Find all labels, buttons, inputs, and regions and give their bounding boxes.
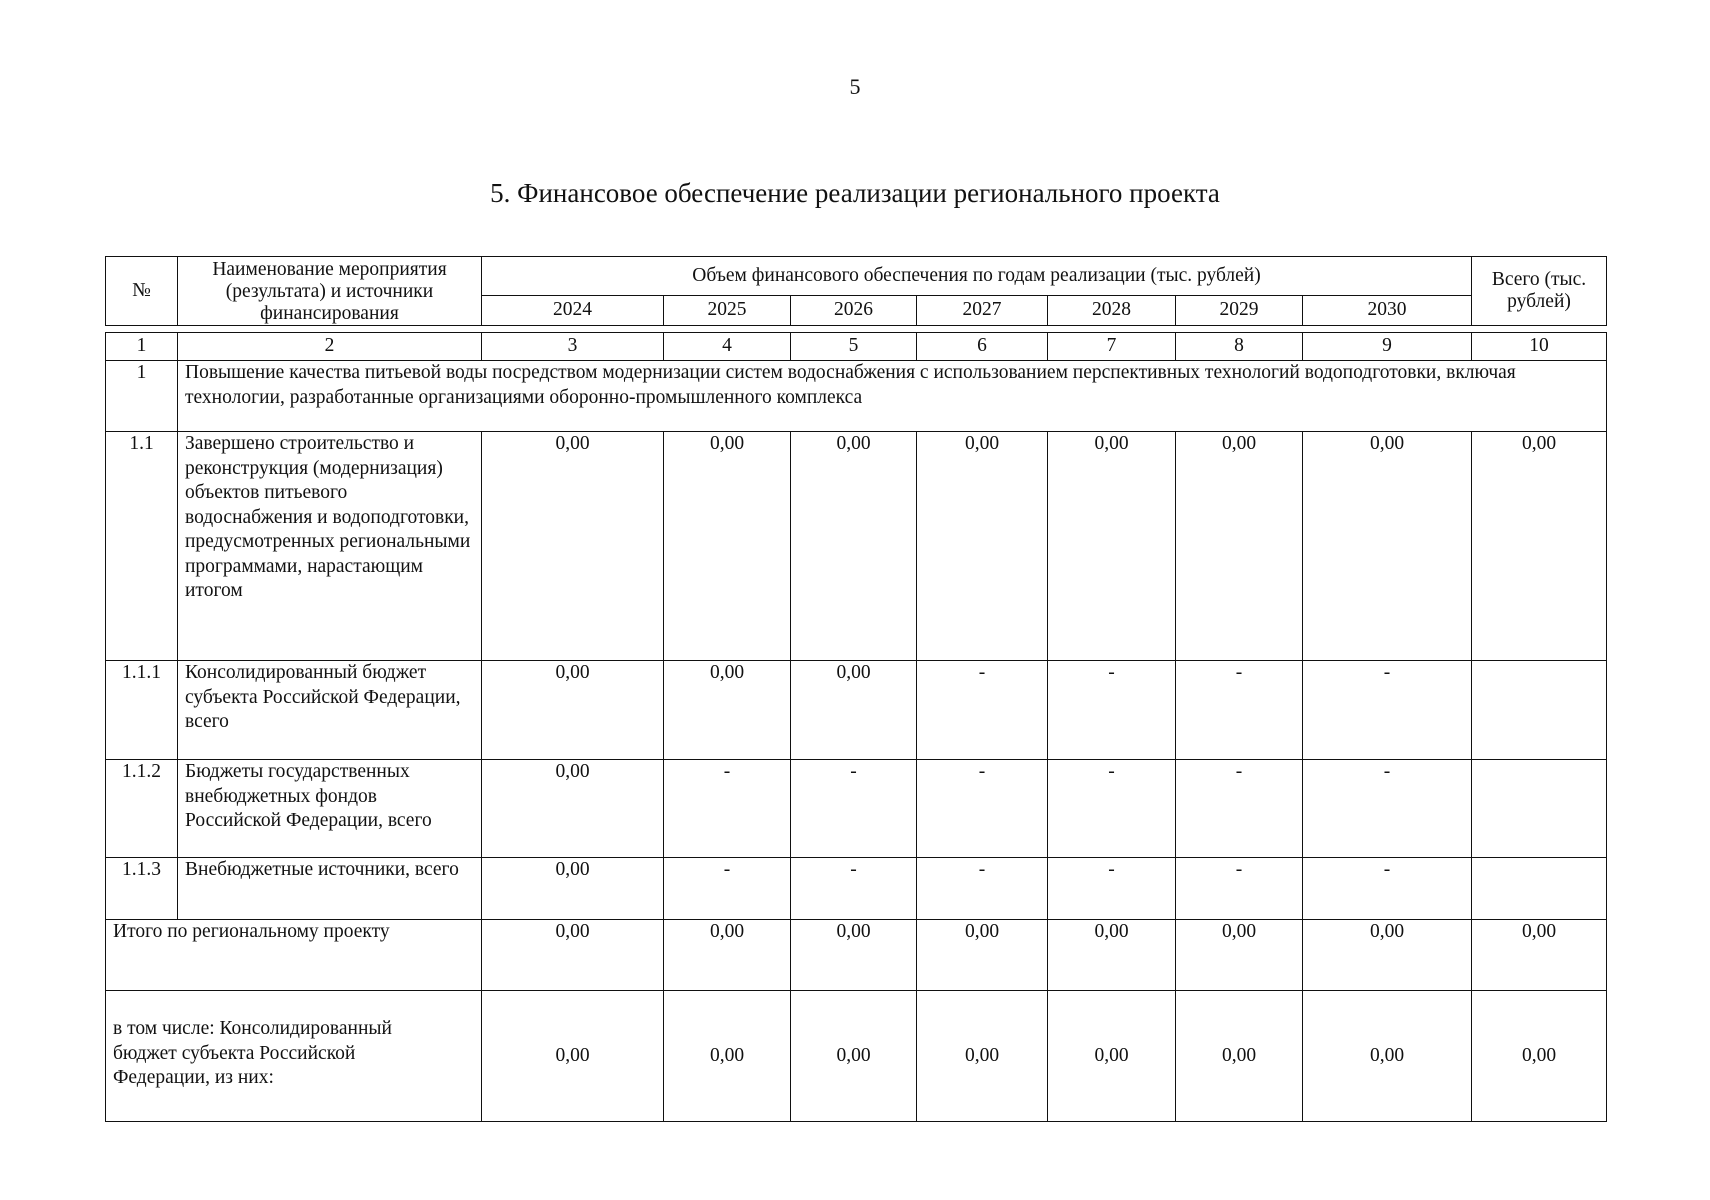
header-total: Всего (тыс. рублей) (1472, 257, 1607, 326)
header-number: № (106, 257, 178, 326)
col-number-7: 7 (1048, 333, 1176, 361)
col-number-1: 1 (106, 333, 178, 361)
total-all: 0,00 (1472, 920, 1607, 991)
page-title: 5. Финансовое обеспечение реализации регионального проекта (490, 178, 1220, 208)
row-number: 1.1.2 (106, 760, 178, 858)
header-name: Наименование мероприятия (результата) и источники финансирования (178, 257, 482, 326)
incl-2024: 0,00 (482, 991, 664, 1122)
finance-table-wrapper (105, 256, 1606, 1122)
value-2030: - (1303, 858, 1472, 920)
value-2025: - (664, 858, 791, 920)
total-2029: 0,00 (1176, 920, 1303, 991)
value-2028: - (1048, 858, 1176, 920)
header-row-1 (106, 257, 1607, 296)
value-total (1472, 661, 1607, 760)
total-row (106, 920, 1607, 991)
section-number: 1 (106, 361, 178, 432)
total-2025: 0,00 (664, 920, 791, 991)
value-2026: - (791, 858, 917, 920)
value-2026: - (791, 760, 917, 858)
total-2027: 0,00 (917, 920, 1048, 991)
value-2030: - (1303, 760, 1472, 858)
section-row (106, 361, 1607, 432)
header-year-2026: 2026 (791, 295, 917, 325)
value-total: 0,00 (1472, 432, 1607, 661)
value-2025: - (664, 760, 791, 858)
value-2027: 0,00 (917, 432, 1048, 661)
table-row (106, 858, 1607, 920)
incl-row (106, 991, 1607, 1122)
table-row (106, 661, 1607, 760)
incl-2027: 0,00 (917, 991, 1048, 1122)
value-2027: - (917, 760, 1048, 858)
total-2026: 0,00 (791, 920, 917, 991)
value-2029: - (1176, 858, 1303, 920)
incl-2028: 0,00 (1048, 991, 1176, 1122)
header-year-2029: 2029 (1176, 295, 1303, 325)
page-number: 5 (849, 74, 861, 99)
table-row (106, 432, 1607, 661)
col-number-9: 9 (1303, 333, 1472, 361)
row-name: Завершено строительство и реконструкция (модернизация) объектов питьевого водоснабжения и водоподготовки, предусмотренных региональными программами, нарастающим итогом (178, 432, 482, 661)
col-number-8: 8 (1176, 333, 1303, 361)
row-number: 1.1.3 (106, 858, 178, 920)
value-2028: 0,00 (1048, 432, 1176, 661)
total-2028: 0,00 (1048, 920, 1176, 991)
header-year-2024: 2024 (482, 295, 664, 325)
value-2025: 0,00 (664, 432, 791, 661)
value-2029: 0,00 (1176, 432, 1303, 661)
finance-table (105, 256, 1607, 1122)
value-2024: 0,00 (482, 858, 664, 920)
header-year-2025: 2025 (664, 295, 791, 325)
incl-2030: 0,00 (1303, 991, 1472, 1122)
table-row (106, 760, 1607, 858)
incl-total: 0,00 (1472, 991, 1607, 1122)
section-title: Повышение качества питьевой воды посредством модернизации систем водоснабжения с использованием перспективных технологий водоподготовки, включая технологии, разработанные организациями оборонно-промышленного комплекса (178, 361, 1607, 432)
value-2030: - (1303, 661, 1472, 760)
value-2028: - (1048, 661, 1176, 760)
total-row-name: Итого по региональному проекту (106, 920, 482, 991)
header-divider (106, 326, 1607, 333)
value-total (1472, 858, 1607, 920)
incl-2025: 0,00 (664, 991, 791, 1122)
value-2026: 0,00 (791, 661, 917, 760)
col-number-10: 10 (1472, 333, 1607, 361)
value-2029: - (1176, 760, 1303, 858)
col-number-5: 5 (791, 333, 917, 361)
col-number-6: 6 (917, 333, 1048, 361)
header-year-2028: 2028 (1048, 295, 1176, 325)
row-name: Бюджеты государственных внебюджетных фондов Российской Федерации, всего (178, 760, 482, 858)
total-2030: 0,00 (1303, 920, 1472, 991)
value-2024: 0,00 (482, 760, 664, 858)
header-year-2027: 2027 (917, 295, 1048, 325)
value-2025: 0,00 (664, 661, 791, 760)
header-volume: Объем финансового обеспечения по годам реализации (тыс. рублей) (482, 257, 1472, 296)
value-2027: - (917, 858, 1048, 920)
total-2024: 0,00 (482, 920, 664, 991)
incl-row-name (106, 991, 482, 1122)
row-name: Внебюджетные источники, всего (178, 858, 482, 920)
header-divider-cell (106, 326, 1607, 333)
incl-2026: 0,00 (791, 991, 917, 1122)
value-2024: 0,00 (482, 661, 664, 760)
value-2024: 0,00 (482, 432, 664, 661)
row-number: 1.1 (106, 432, 178, 661)
value-2029: - (1176, 661, 1303, 760)
incl-row-name-text: в том числе: Консолидированный бюджет субъекта Российской Федерации, из них: (113, 1018, 392, 1088)
col-number-4: 4 (664, 333, 791, 361)
value-2030: 0,00 (1303, 432, 1472, 661)
value-2028: - (1048, 760, 1176, 858)
column-numbers-row (106, 333, 1607, 361)
header-year-2030: 2030 (1303, 295, 1472, 325)
incl-2029: 0,00 (1176, 991, 1303, 1122)
row-number: 1.1.1 (106, 661, 178, 760)
value-2027: - (917, 661, 1048, 760)
value-total (1472, 760, 1607, 858)
col-number-3: 3 (482, 333, 664, 361)
value-2026: 0,00 (791, 432, 917, 661)
row-name: Консолидированный бюджет субъекта Российской Федерации, всего (178, 661, 482, 760)
col-number-2: 2 (178, 333, 482, 361)
